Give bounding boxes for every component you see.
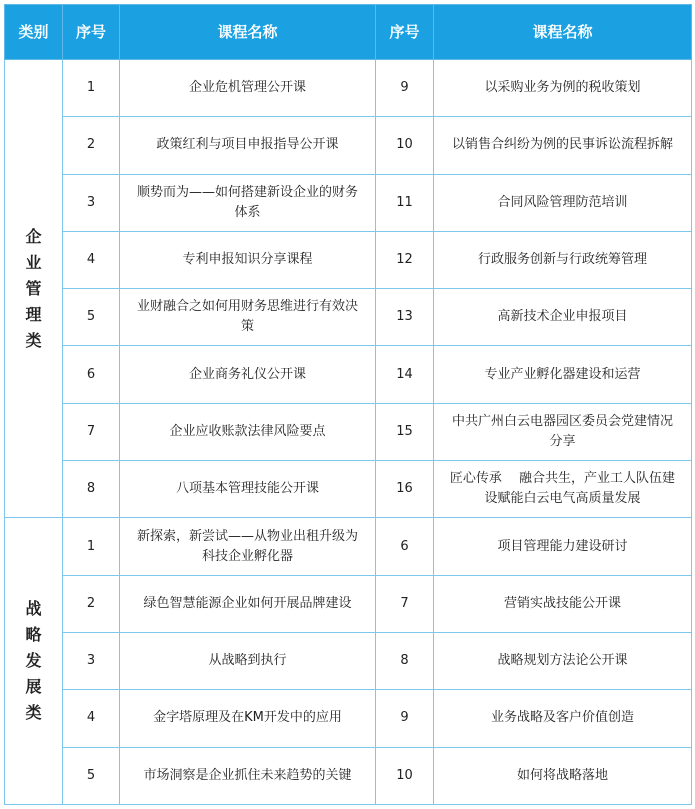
table-row — [5, 518, 692, 575]
table-row — [5, 461, 692, 518]
course-number-right: 16 — [376, 461, 434, 518]
course-name-right: 如何将战略落地 — [434, 747, 692, 804]
course-number-left: 5 — [63, 289, 120, 346]
table-row — [5, 403, 692, 460]
course-number-right: 10 — [376, 117, 434, 174]
course-name-left: 企业危机管理公开课 — [120, 60, 376, 117]
course-name-left: 企业商务礼仪公开课 — [120, 346, 376, 403]
course-number-right: 7 — [376, 575, 434, 632]
course-table — [4, 4, 692, 805]
table-row — [5, 117, 692, 174]
table-row — [5, 174, 692, 231]
category-cell — [5, 60, 63, 518]
course-number-left: 3 — [63, 632, 120, 689]
table-row — [5, 346, 692, 403]
course-number-right: 9 — [376, 690, 434, 747]
course-name-right: 中共广州白云电器园区委员会党建情况分享 — [434, 403, 692, 460]
course-number-left: 2 — [63, 575, 120, 632]
category-cell — [5, 518, 63, 805]
table-row — [5, 632, 692, 689]
category-label: 战略发展类 — [25, 599, 42, 723]
course-number-right: 14 — [376, 346, 434, 403]
course-name-left: 八项基本管理技能公开课 — [120, 461, 376, 518]
course-name-left: 业财融合之如何用财务思维进行有效决策 — [120, 289, 376, 346]
header-number-left: 序号 — [63, 5, 120, 60]
course-number-left: 6 — [63, 346, 120, 403]
course-name-right: 项目管理能力建设研讨 — [434, 518, 692, 575]
course-number-right: 8 — [376, 632, 434, 689]
course-name-right: 合同风险管理防范培训 — [434, 174, 692, 231]
course-number-left: 5 — [63, 747, 120, 804]
course-number-left: 2 — [63, 117, 120, 174]
table-row — [5, 231, 692, 288]
course-number-left: 4 — [63, 690, 120, 747]
header-course-name-left: 课程名称 — [120, 5, 376, 60]
course-name-right: 行政服务创新与行政统筹管理 — [434, 231, 692, 288]
category-label: 企业管理类 — [25, 226, 42, 350]
course-number-right: 15 — [376, 403, 434, 460]
table-body — [5, 60, 692, 805]
table-row — [5, 575, 692, 632]
course-name-right: 以采购业务为例的税收策划 — [434, 60, 692, 117]
course-number-left: 7 — [63, 403, 120, 460]
table-row — [5, 690, 692, 747]
course-name-right: 战略规划方法论公开课 — [434, 632, 692, 689]
course-number-right: 9 — [376, 60, 434, 117]
table-row — [5, 747, 692, 804]
course-name-left: 企业应收账款法律风险要点 — [120, 403, 376, 460]
course-name-left: 市场洞察是企业抓住未来趋势的关键 — [120, 747, 376, 804]
course-name-left: 新探索，新尝试——从物业出租升级为科技企业孵化器 — [120, 518, 376, 575]
course-number-left: 1 — [63, 518, 120, 575]
course-name-right: 高新技术企业申报项目 — [434, 289, 692, 346]
course-number-right: 10 — [376, 747, 434, 804]
course-number-left: 1 — [63, 60, 120, 117]
table-header — [5, 5, 692, 60]
course-name-right: 业务战略及客户价值创造 — [434, 690, 692, 747]
course-name-right: 营销实战技能公开课 — [434, 575, 692, 632]
course-name-right: 以销售合纠纷为例的民事诉讼流程拆解 — [434, 117, 692, 174]
header-number-right: 序号 — [376, 5, 434, 60]
header-category: 类别 — [5, 5, 63, 60]
course-number-left: 3 — [63, 174, 120, 231]
course-number-left: 8 — [63, 461, 120, 518]
course-name-left: 专利申报知识分享课程 — [120, 231, 376, 288]
course-number-left: 4 — [63, 231, 120, 288]
table-row — [5, 289, 692, 346]
course-number-right: 12 — [376, 231, 434, 288]
course-name-left: 金字塔原理及在KM开发中的应用 — [120, 690, 376, 747]
course-number-right: 6 — [376, 518, 434, 575]
course-number-right: 13 — [376, 289, 434, 346]
course-name-left: 绿色智慧能源企业如何开展品牌建设 — [120, 575, 376, 632]
course-number-right: 11 — [376, 174, 434, 231]
course-name-right: 匠心传承 融合共生，产业工人队伍建设赋能白云电气高质量发展 — [434, 461, 692, 518]
header-course-name-right: 课程名称 — [434, 5, 692, 60]
header-row — [5, 5, 692, 60]
course-table-container — [4, 4, 691, 805]
course-name-left: 顺势而为——如何搭建新设企业的财务体系 — [120, 174, 376, 231]
course-name-right: 专业产业孵化器建设和运营 — [434, 346, 692, 403]
table-row — [5, 60, 692, 117]
course-name-left: 政策红利与项目申报指导公开课 — [120, 117, 376, 174]
course-name-left: 从战略到执行 — [120, 632, 376, 689]
